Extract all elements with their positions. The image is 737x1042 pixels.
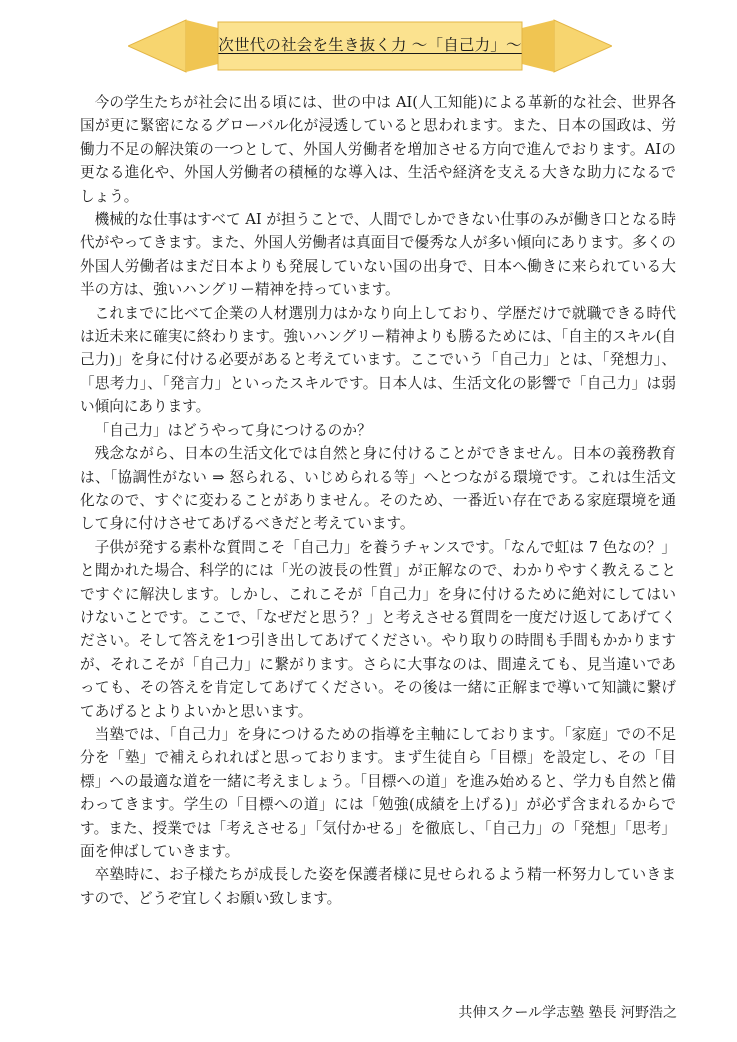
paragraph-8: 卒塾時に、お子様たちが成長した姿を保護者様に見せられるよう精一杯努力していきますので、どうぞ宜しくお願い致します。 — [80, 866, 676, 907]
title-banner — [128, 14, 612, 78]
paragraph-2: 機械的な仕事はすべて AI が担うことで、人間でしかできない仕事のみが働き口となる時代がやってきます。また、外国人労働者は真面目で優秀な人が多い傾向にあります。多くの外国人労働者はまだ日本よりも発展していない国の出身で、日本へ働きに来られている大半の方は、強いハングリー精神を持っています。 — [80, 211, 677, 299]
paragraph-3: これまでに比べて企業の人材選別力はかなり向上しており、学歴だけで就職できる時代は近未来に確実に終わります。強いハングリー精神よりも勝るためには、「自主的スキル(自己力)」を身に付ける必要があると考えています。ここでいう「自己力」とは、「発想力」、「思考力」、「発言力」といったスキルです。日本人は、生活文化の影響で「自己力」は弱い傾向にあります。 — [80, 304, 676, 416]
paragraph-4: 「自己力」はどうやって身につけるのか？ — [94, 421, 372, 439]
paragraph-1: 今の学生たちが社会に出る頃には、世の中は AI(人工知能)による革新的な社会、世界各国が更に緊密になるグローバル化が浸透していると思われます。また、日本の国政は、労働力不足の解決策の一つとして、外国人労働者を増加させる方向で進んでおります。AIの更なる進化や、外国人労働者の積極的な導入は、生活や経済を支える大きな助力になるでしょう。 — [80, 94, 676, 205]
signature: 共伸スクール学志塾 塾長 河野浩之 — [458, 1005, 677, 1021]
article-body — [80, 91, 676, 910]
paragraph-7: 当塾では、「自己力」を身につけるための指導を主軸にしております。「家庭」での不足分を「塾」で補えられればと思っております。まず生徒自ら「目標」を設定し、その「目標」への最適な道を一緒に考えましょう。「目標への道」を進み始めると、学力も自然と備わってきます。学生の「目標への道」には「勉強(成績を上げる)」が必ず含まれるからです。また、授業では「考えさせる」「気付かせる」を徹底し、「自己力」の「発想」「思考」面を伸ばしていきます。 — [80, 725, 676, 860]
page-title-text: 次世代の社会を生き抜く力 ～「自己力」～ — [218, 36, 522, 54]
page-title — [128, 33, 612, 55]
paragraph-5: 残念ながら、日本の生活文化では自然と身に付けることができません。日本の義務教育は、「協調性がない ⇒ 怒られる、いじめられる等」へとつながる環境です。これは生活文化なので、すぐに変わることがありません。そのため、一番近い存在である家庭環境を通して身に付けさせてあげるべきだと考えています。 — [80, 445, 676, 533]
paragraph-6: 子供が発する素朴な質問こそ「自己力」を養うチャンスです。「なんで虹は 7 色なの？」と聞かれた場合、科学的には「光の波長の性質」が正解なので、わかりやすく教えることですぐに解決します。しかし、これこそが「自己力」を身に付けるために絶対にしてはいけないことです。ここで、「なぜだと思う？」と考えさせる質問を一度だけ返してあげてください。そして答えを1つ引き出してあげてください。やり取りの時間も手間もかかりますが、それこそが「自己力」に繋がります。さらに大事なのは、間違えても、見当違いであっても、その答えを肯定してあげてください。その後は一緒に正解まで導いて知識に繋げてあげるとよりよいかと思います。 — [80, 538, 676, 720]
